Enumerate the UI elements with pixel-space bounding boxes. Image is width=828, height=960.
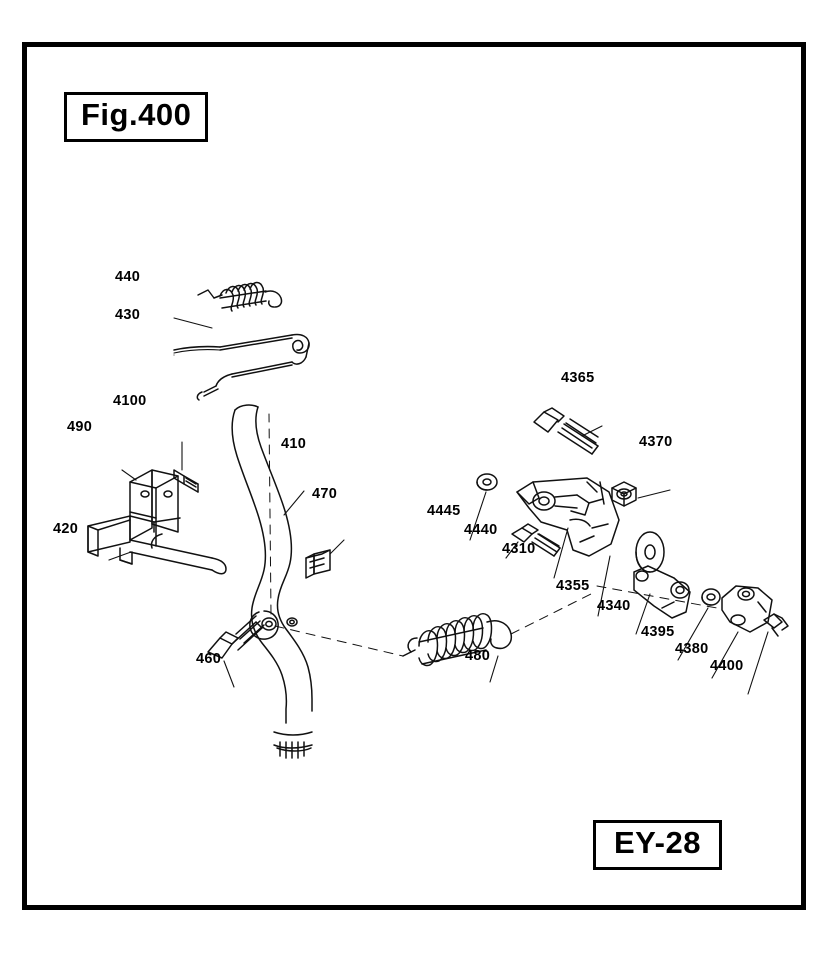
callout-460: 460 xyxy=(196,651,222,667)
callout-470: 470 xyxy=(312,486,338,502)
callout-4380: 4380 xyxy=(675,641,709,657)
callout-430: 430 xyxy=(115,307,141,323)
callout-4365: 4365 xyxy=(561,370,595,386)
model-label-text: EY-28 xyxy=(614,825,701,860)
callout-4395: 4395 xyxy=(641,624,675,640)
callout-490: 490 xyxy=(67,419,93,435)
diagram-border-frame xyxy=(22,42,806,910)
callout-420: 420 xyxy=(53,521,79,537)
figure-label-box xyxy=(64,92,208,142)
callout-440: 440 xyxy=(115,269,141,285)
callout-410: 410 xyxy=(281,436,307,452)
callout-4310: 4310 xyxy=(502,541,536,557)
figure-label-text: Fig.400 xyxy=(81,97,192,132)
callout-4370: 4370 xyxy=(639,434,673,450)
callout-4440: 4440 xyxy=(464,522,498,538)
callout-4100: 4100 xyxy=(113,393,147,409)
model-label-box xyxy=(593,820,722,870)
callout-4340: 4340 xyxy=(597,598,631,614)
callout-4355: 4355 xyxy=(556,578,590,594)
callout-4400: 4400 xyxy=(710,658,744,674)
callout-480: 480 xyxy=(465,648,491,664)
callout-4445: 4445 xyxy=(427,503,461,519)
